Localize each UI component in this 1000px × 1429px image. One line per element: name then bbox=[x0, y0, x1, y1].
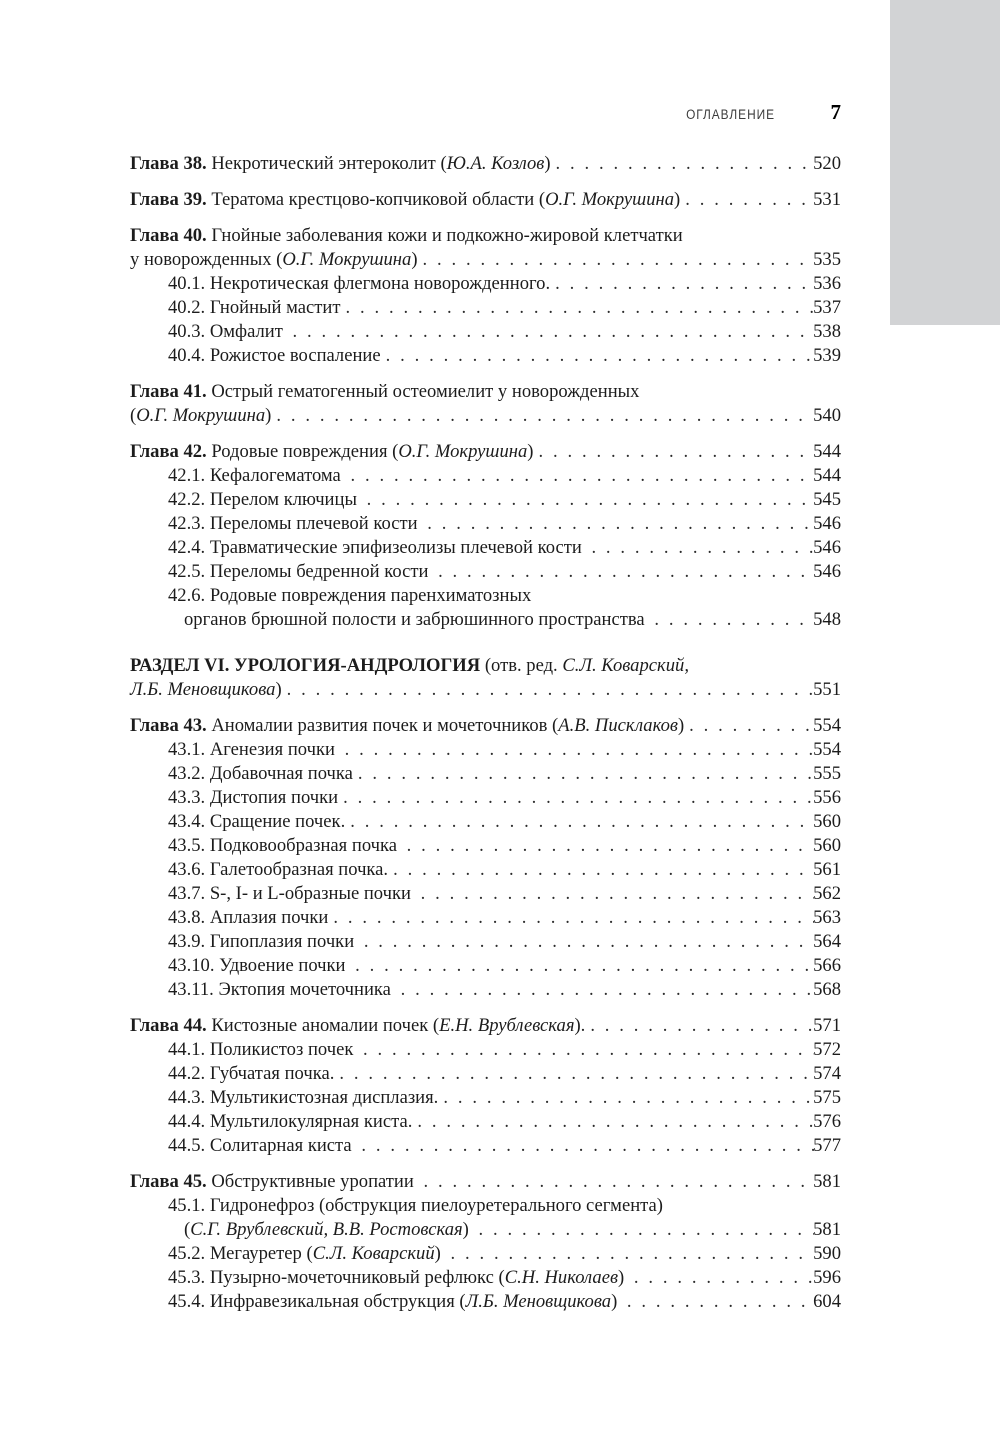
toc-page bbox=[130, 0, 841, 1314]
toc-entry-line bbox=[130, 810, 841, 834]
toc-entry-page: 561 bbox=[813, 859, 841, 880]
dot-leader bbox=[555, 272, 814, 296]
dot-leader bbox=[438, 560, 814, 584]
toc-entry-title: 40.3. Омфалит bbox=[168, 321, 288, 342]
toc-entry-title: 44.5. Солитарная киста bbox=[168, 1135, 357, 1156]
toc-entry-page: 576 bbox=[813, 1111, 841, 1132]
toc-entry-title: 44.1. Поликистоз почек bbox=[168, 1039, 359, 1060]
toc-entry-line bbox=[130, 1038, 841, 1062]
toc-entry-line bbox=[130, 714, 841, 738]
toc-entry-line bbox=[130, 858, 841, 882]
dot-leader bbox=[421, 882, 815, 906]
dot-leader bbox=[343, 786, 814, 810]
toc-entry-page: 537 bbox=[813, 297, 841, 318]
dot-leader bbox=[393, 858, 814, 882]
dot-leader bbox=[345, 296, 814, 320]
toc-entry[interactable] bbox=[130, 714, 841, 738]
toc-entry-line bbox=[130, 1218, 841, 1242]
toc-entry-page: 574 bbox=[813, 1063, 841, 1084]
toc-entry[interactable] bbox=[130, 1290, 841, 1314]
toc-entry-line bbox=[130, 188, 841, 212]
toc-entry-page: 568 bbox=[813, 979, 841, 1000]
toc-entry-title: Глава 43. Аномалии развития почек и мочеточников (А.В. Писклаков) bbox=[130, 715, 685, 736]
toc-entry-line bbox=[130, 1242, 841, 1266]
toc-entry[interactable] bbox=[130, 1134, 841, 1158]
toc-entry[interactable] bbox=[130, 930, 841, 954]
toc-entry-title: у новорожденных (О.Г. Мокрушина) bbox=[130, 249, 418, 270]
running-head bbox=[130, 0, 841, 136]
toc-entry-line bbox=[130, 608, 841, 632]
toc-entry-title: 40.2. Гнойный мастит bbox=[168, 297, 341, 318]
toc-entry-page: 554 bbox=[813, 739, 841, 760]
toc-entry[interactable] bbox=[130, 272, 841, 296]
toc-entry-line bbox=[130, 152, 841, 176]
toc-entry-title: 44.3. Мультикистозная дисплазия. bbox=[168, 1087, 439, 1108]
toc-entry-page: 546 bbox=[813, 561, 841, 582]
toc-entry-page: 554 bbox=[813, 715, 841, 736]
dot-leader bbox=[685, 188, 814, 212]
toc-entry[interactable] bbox=[130, 380, 841, 428]
toc-entry-line bbox=[130, 584, 841, 608]
toc-entry-title: 43.10. Удвоение почки bbox=[168, 955, 351, 976]
toc-entry-title: 42.3. Переломы плечевой кости bbox=[168, 513, 423, 534]
toc-entry-page: 581 bbox=[813, 1219, 841, 1240]
toc-entry[interactable] bbox=[130, 1110, 841, 1134]
toc-entry-page: 546 bbox=[813, 537, 841, 558]
toc-entry-title: 42.1. Кефалогематома bbox=[168, 465, 346, 486]
running-head-label: ОГЛАВЛЕНИЕ bbox=[685, 107, 775, 122]
toc-entry-title: 43.6. Галетообразная почка. bbox=[168, 859, 389, 880]
toc-entry-title: 43.2. Добавочная почка bbox=[168, 763, 353, 784]
toc-entry-title: 43.5. Подковообразная почка bbox=[168, 835, 402, 856]
toc-entry-page: 555 bbox=[813, 763, 841, 784]
toc-entry[interactable] bbox=[130, 654, 841, 702]
toc-entry-line bbox=[130, 906, 841, 930]
toc-entry[interactable] bbox=[130, 1038, 841, 1062]
toc-entry-title: органов брюшной полости и забрюшинного пространства bbox=[184, 609, 650, 630]
toc-entry-line bbox=[130, 1110, 841, 1134]
toc-entry-page: 566 bbox=[813, 955, 841, 976]
toc-entry-line bbox=[130, 512, 841, 536]
toc-entry-title: 43.4. Сращение почек. bbox=[168, 811, 346, 832]
toc-entry-title: 44.2. Губчатая почка. bbox=[168, 1063, 335, 1084]
thumb-index-tab bbox=[890, 0, 1000, 325]
toc-entry-page: 536 bbox=[813, 273, 841, 294]
toc-entry-title: Глава 40. Гнойные заболевания кожи и подкожно-жировой клетчатки bbox=[130, 225, 683, 246]
toc-entry-page: 545 bbox=[813, 489, 841, 510]
toc-entry[interactable] bbox=[130, 320, 841, 344]
toc-entry[interactable] bbox=[130, 296, 841, 320]
toc-entry[interactable] bbox=[130, 152, 841, 176]
toc-entry-title: 42.4. Травматические эпифизеолизы плечевой кости bbox=[168, 537, 587, 558]
dot-leader bbox=[689, 714, 814, 738]
toc-entry-page: 581 bbox=[813, 1171, 841, 1192]
toc-entry-line bbox=[130, 488, 841, 512]
toc-entry-line bbox=[130, 224, 841, 248]
toc-entry-page: 544 bbox=[813, 441, 841, 462]
toc-entry-page: 577 bbox=[813, 1135, 841, 1156]
toc-entry-page: 539 bbox=[813, 345, 841, 366]
toc-entry-title: Глава 42. Родовые повреждения (О.Г. Мокрушина) bbox=[130, 441, 534, 462]
toc-entry-line bbox=[130, 380, 841, 404]
toc-entry-title: 40.1. Некротическая флегмона новорожденного. bbox=[168, 273, 551, 294]
toc-entry-line bbox=[130, 1086, 841, 1110]
toc-entry-title: 43.9. Гипоплазия почки bbox=[168, 931, 359, 952]
dot-leader bbox=[451, 1242, 815, 1266]
toc-entry-line bbox=[130, 930, 841, 954]
toc-entry-title: 43.11. Эктопия мочеточника bbox=[168, 979, 396, 1000]
dot-leader bbox=[355, 954, 814, 978]
toc-entry[interactable] bbox=[130, 464, 841, 488]
toc-entry-title: 45.4. Инфравезикальная обструкция (Л.Б. Меновщикова) bbox=[168, 1291, 622, 1312]
toc-entry-line bbox=[130, 536, 841, 560]
toc-entry-page: 604 bbox=[813, 1291, 841, 1312]
dot-leader bbox=[350, 464, 814, 488]
toc-entry-title: (С.Г. Врублевский, В.В. Ростовская) bbox=[184, 1219, 474, 1240]
toc-entry[interactable] bbox=[130, 1062, 841, 1086]
toc-entry-line bbox=[130, 882, 841, 906]
dot-leader bbox=[287, 678, 814, 702]
toc-entry[interactable] bbox=[130, 954, 841, 978]
toc-entry[interactable] bbox=[130, 1170, 841, 1194]
toc-entry-title: 43.3. Дистопия почки bbox=[168, 787, 339, 808]
toc-entry-title: РАЗДЕЛ VI. УРОЛОГИЯ-АНДРОЛОГИЯ (отв. ред. С.Л. Коварский, bbox=[130, 655, 689, 676]
toc-entry[interactable] bbox=[130, 536, 841, 560]
toc-entry-title: 45.3. Пузырно-мочеточниковый рефлюкс (С.Н. Николаев) bbox=[168, 1267, 629, 1288]
dot-leader bbox=[634, 1266, 814, 1290]
toc-entry-line bbox=[130, 1134, 841, 1158]
toc-entry[interactable] bbox=[130, 1194, 841, 1242]
toc-entry-title: Глава 41. Острый гематогенный остеомиелит у новорожденных bbox=[130, 381, 640, 402]
toc-entry-title: (О.Г. Мокрушина) bbox=[130, 405, 272, 426]
toc-entry[interactable] bbox=[130, 906, 841, 930]
toc-entry-page: 538 bbox=[813, 321, 841, 342]
dot-leader bbox=[427, 512, 814, 536]
toc-entry-title: Глава 45. Обструктивные уропатии bbox=[130, 1171, 419, 1192]
toc-entry[interactable] bbox=[130, 786, 841, 810]
toc-entry-title: 42.6. Родовые повреждения паренхиматозных bbox=[168, 585, 532, 606]
dot-leader bbox=[333, 906, 814, 930]
dot-leader bbox=[276, 404, 814, 428]
toc-entry-title: 43.1. Агенезия почки bbox=[168, 739, 340, 760]
dot-leader bbox=[350, 810, 814, 834]
toc-entry[interactable] bbox=[130, 882, 841, 906]
toc-entry-page: 575 bbox=[813, 1087, 841, 1108]
toc-entry-line bbox=[130, 560, 841, 584]
toc-entry-title: 45.2. Мегауретер (С.Л. Коварский) bbox=[168, 1243, 446, 1264]
toc-entry[interactable] bbox=[130, 1014, 841, 1038]
toc-entry-line bbox=[130, 1290, 841, 1314]
toc-entry-page: 560 bbox=[813, 811, 841, 832]
toc-entry-page: 596 bbox=[813, 1267, 841, 1288]
toc-entry-page: 562 bbox=[813, 883, 841, 904]
toc-entry[interactable] bbox=[130, 834, 841, 858]
dot-leader bbox=[363, 1038, 814, 1062]
toc-entry-line bbox=[130, 404, 841, 428]
toc-entry-title: 45.1. Гидронефроз (обструкция пиелоуретерального сегмента) bbox=[168, 1195, 663, 1216]
page-number: 7 bbox=[830, 100, 841, 124]
toc-entry-page: 544 bbox=[813, 465, 841, 486]
toc-entry-title: 43.7. S-, I- и L-образные почки bbox=[168, 883, 416, 904]
toc-entry-line bbox=[130, 440, 841, 464]
toc-entry[interactable] bbox=[130, 1242, 841, 1266]
dot-leader bbox=[407, 834, 814, 858]
toc-entry-line bbox=[130, 786, 841, 810]
toc-entry-title: Глава 44. Кистозные аномалии почек (Е.Н. Врублевская). bbox=[130, 1015, 586, 1036]
toc-entry-page: 546 bbox=[813, 513, 841, 534]
toc-entry[interactable] bbox=[130, 762, 841, 786]
toc-entry[interactable] bbox=[130, 1266, 841, 1290]
toc-entry-title: 40.4. Рожистое воспаление bbox=[168, 345, 381, 366]
toc-entry[interactable] bbox=[130, 224, 841, 272]
toc-entry-page: 520 bbox=[813, 153, 841, 174]
dot-leader bbox=[367, 488, 815, 512]
toc-entry-title: Глава 38. Некротический энтероколит (Ю.А. Козлов) bbox=[130, 153, 551, 174]
toc-entry-line bbox=[130, 1170, 841, 1194]
toc-entry[interactable] bbox=[130, 738, 841, 762]
toc-entry-line bbox=[130, 738, 841, 762]
toc-entry[interactable] bbox=[130, 344, 841, 368]
toc-entry-page: 563 bbox=[813, 907, 841, 928]
toc-entry-page: 556 bbox=[813, 787, 841, 808]
toc-entry-line bbox=[130, 954, 841, 978]
dot-leader bbox=[423, 1170, 814, 1194]
toc-entry-line bbox=[130, 1062, 841, 1086]
toc-entry-line bbox=[130, 978, 841, 1002]
toc-entry-line bbox=[130, 1266, 841, 1290]
toc-entry[interactable] bbox=[130, 978, 841, 1002]
dot-leader bbox=[417, 1110, 814, 1134]
toc-entry-page: 540 bbox=[813, 405, 841, 426]
toc-entry-title: 44.4. Мультилокулярная киста. bbox=[168, 1111, 413, 1132]
toc-entry-line bbox=[130, 320, 841, 344]
toc-entry[interactable] bbox=[130, 1086, 841, 1110]
dot-leader bbox=[401, 978, 815, 1002]
toc-entry-page: 560 bbox=[813, 835, 841, 856]
dot-leader bbox=[361, 1134, 814, 1158]
toc-entry-title: 42.2. Перелом ключицы bbox=[168, 489, 362, 510]
toc-entry-title: Л.Б. Меновщикова) bbox=[130, 679, 282, 700]
toc-entry-line bbox=[130, 296, 841, 320]
toc-entry-line bbox=[130, 1014, 841, 1038]
dot-leader bbox=[443, 1086, 814, 1110]
dot-leader bbox=[364, 930, 814, 954]
dot-leader bbox=[339, 1062, 814, 1086]
toc-entry-page: 531 bbox=[813, 189, 841, 210]
toc-entry-line bbox=[130, 1194, 841, 1218]
dot-leader bbox=[386, 344, 814, 368]
toc-entry-line bbox=[130, 272, 841, 296]
dot-leader bbox=[591, 536, 814, 560]
dot-leader bbox=[556, 152, 815, 176]
toc-entry-page: 571 bbox=[813, 1015, 841, 1036]
dot-leader bbox=[654, 608, 814, 632]
toc-entry-title: 43.8. Аплазия почки bbox=[168, 907, 329, 928]
toc-entry[interactable] bbox=[130, 440, 841, 464]
toc-entry[interactable] bbox=[130, 810, 841, 834]
dot-leader bbox=[479, 1218, 815, 1242]
toc-entry[interactable] bbox=[130, 560, 841, 584]
toc-entry-line bbox=[130, 464, 841, 488]
dot-leader bbox=[358, 762, 814, 786]
toc-entry[interactable] bbox=[130, 488, 841, 512]
dot-leader bbox=[539, 440, 815, 464]
toc-entry-line bbox=[130, 654, 841, 678]
table-of-contents bbox=[130, 152, 841, 1314]
toc-entry-title: Глава 39. Тератома крестцово-копчиковой области (О.Г. Мокрушина) bbox=[130, 189, 681, 210]
dot-leader bbox=[293, 320, 815, 344]
toc-entry-page: 548 bbox=[813, 609, 841, 630]
toc-entry[interactable] bbox=[130, 512, 841, 536]
toc-entry-page: 590 bbox=[813, 1243, 841, 1264]
dot-leader bbox=[345, 738, 815, 762]
toc-entry[interactable] bbox=[130, 584, 841, 632]
toc-entry-page: 535 bbox=[813, 249, 841, 270]
dot-leader bbox=[590, 1014, 814, 1038]
toc-entry-line bbox=[130, 762, 841, 786]
toc-entry-line bbox=[130, 678, 841, 702]
toc-entry-page: 551 bbox=[813, 679, 841, 700]
dot-leader bbox=[423, 248, 815, 272]
toc-entry[interactable] bbox=[130, 858, 841, 882]
toc-entry-page: 564 bbox=[813, 931, 841, 952]
dot-leader bbox=[627, 1290, 814, 1314]
toc-entry-line bbox=[130, 248, 841, 272]
toc-entry-page: 572 bbox=[813, 1039, 841, 1060]
toc-entry-line bbox=[130, 834, 841, 858]
toc-entry[interactable] bbox=[130, 188, 841, 212]
toc-entry-line bbox=[130, 344, 841, 368]
toc-entry-title: 42.5. Переломы бедренной кости bbox=[168, 561, 434, 582]
